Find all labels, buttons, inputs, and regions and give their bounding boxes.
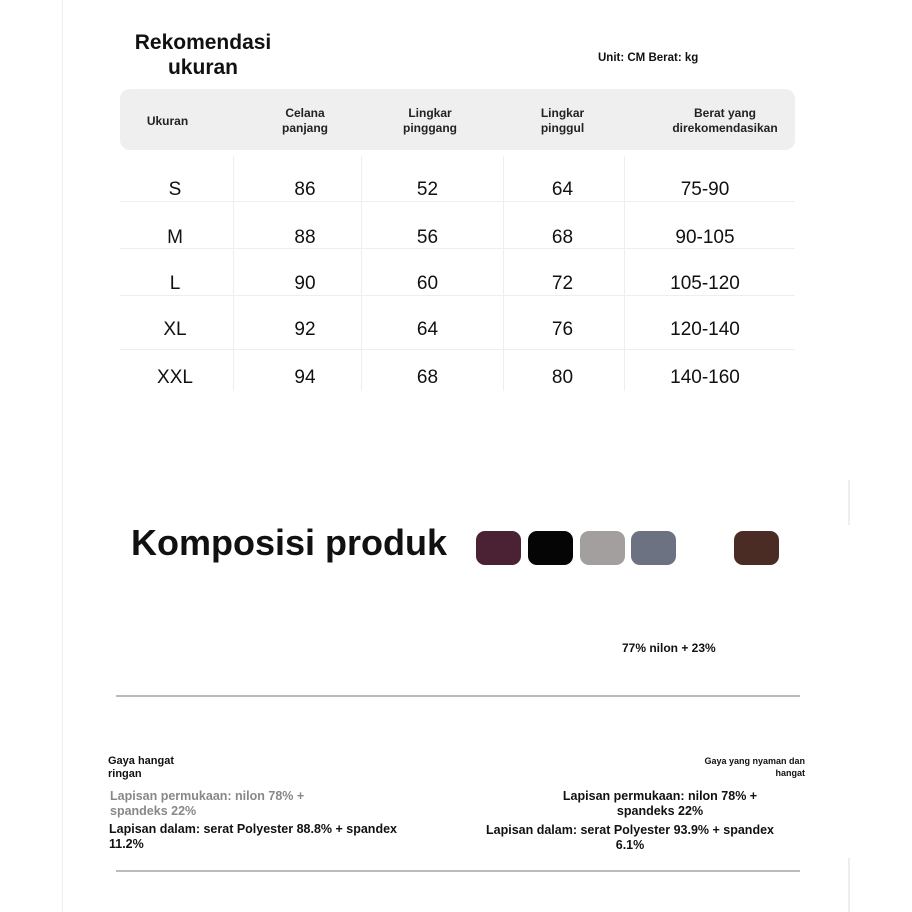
size-chart-title: Rekomendasi ukuran [134, 31, 272, 79]
table-cell: L [169, 273, 181, 294]
table-cell: 75-90 [680, 179, 730, 200]
table-row [120, 305, 795, 352]
right-style-label: Gaya yang nyaman dan hangat [704, 756, 805, 778]
table-cell: 105-120 [670, 273, 740, 294]
color-swatch-purple[interactable] [476, 531, 521, 565]
table-cell: 72 [551, 273, 574, 294]
table-cell: 76 [551, 319, 574, 340]
table-cell: 56 [416, 227, 439, 248]
table-cell: 140-160 [670, 367, 740, 388]
unit-label: Unit: CM Berat: kg [598, 52, 699, 64]
divider [116, 870, 800, 872]
left-style-label: Gaya hangat ringan [108, 755, 175, 780]
right-surface: Lapisan permukaan: nilon 78% + spandeks 22% [562, 789, 758, 818]
page-edge [848, 858, 850, 912]
table-cell: 52 [416, 179, 439, 200]
color-swatch-black[interactable] [528, 531, 573, 565]
table-header [120, 89, 795, 150]
table-row [120, 165, 795, 212]
divider [116, 695, 800, 697]
table-cell: 90-105 [675, 227, 735, 248]
composition-summary: 77% nilon + 23% [622, 641, 716, 655]
table-row [120, 259, 795, 306]
table-cell: 86 [294, 179, 316, 200]
header-berat: Berat yang direkomendasikan [672, 106, 778, 135]
header-pinggul: Lingkar pinggul [540, 106, 585, 135]
table-cell: 90 [294, 273, 316, 294]
table-cell: 120-140 [670, 319, 740, 340]
table-cell: XL [163, 319, 187, 340]
table-cell: XXL [157, 367, 193, 388]
table-row [120, 353, 795, 400]
header-ukuran: Ukuran [146, 114, 189, 128]
table-cell: 60 [416, 273, 439, 294]
table-cell: 80 [551, 367, 574, 388]
color-swatch-slate[interactable] [631, 531, 676, 565]
table-cell: 94 [294, 367, 316, 388]
left-surface: Lapisan permukaan: nilon 78% + spandeks 22% [110, 789, 305, 818]
composition-title: Komposisi produk [131, 522, 448, 563]
table-cell: 88 [294, 227, 316, 248]
left-inner: Lapisan dalam: serat Polyester 88.8% + spandex 11.2% [109, 822, 397, 851]
header-pinggang: Lingkar pinggang [403, 106, 457, 135]
page-edge [62, 0, 63, 912]
color-swatch-brown[interactable] [734, 531, 779, 565]
table-row [120, 213, 795, 260]
table-cell: 64 [416, 319, 439, 340]
header-celana: Celana panjang [281, 106, 328, 135]
table-cell: 92 [294, 319, 316, 340]
table-cell: 68 [551, 227, 574, 248]
table-cell: S [168, 179, 182, 200]
table-cell: M [167, 227, 183, 248]
color-swatch-grey[interactable] [580, 531, 625, 565]
table-cell: 64 [551, 179, 574, 200]
right-inner: Lapisan dalam: serat Polyester 93.9% + spandex 6.1% [486, 823, 774, 852]
table-cell: 68 [416, 367, 439, 388]
page-edge [848, 480, 850, 525]
